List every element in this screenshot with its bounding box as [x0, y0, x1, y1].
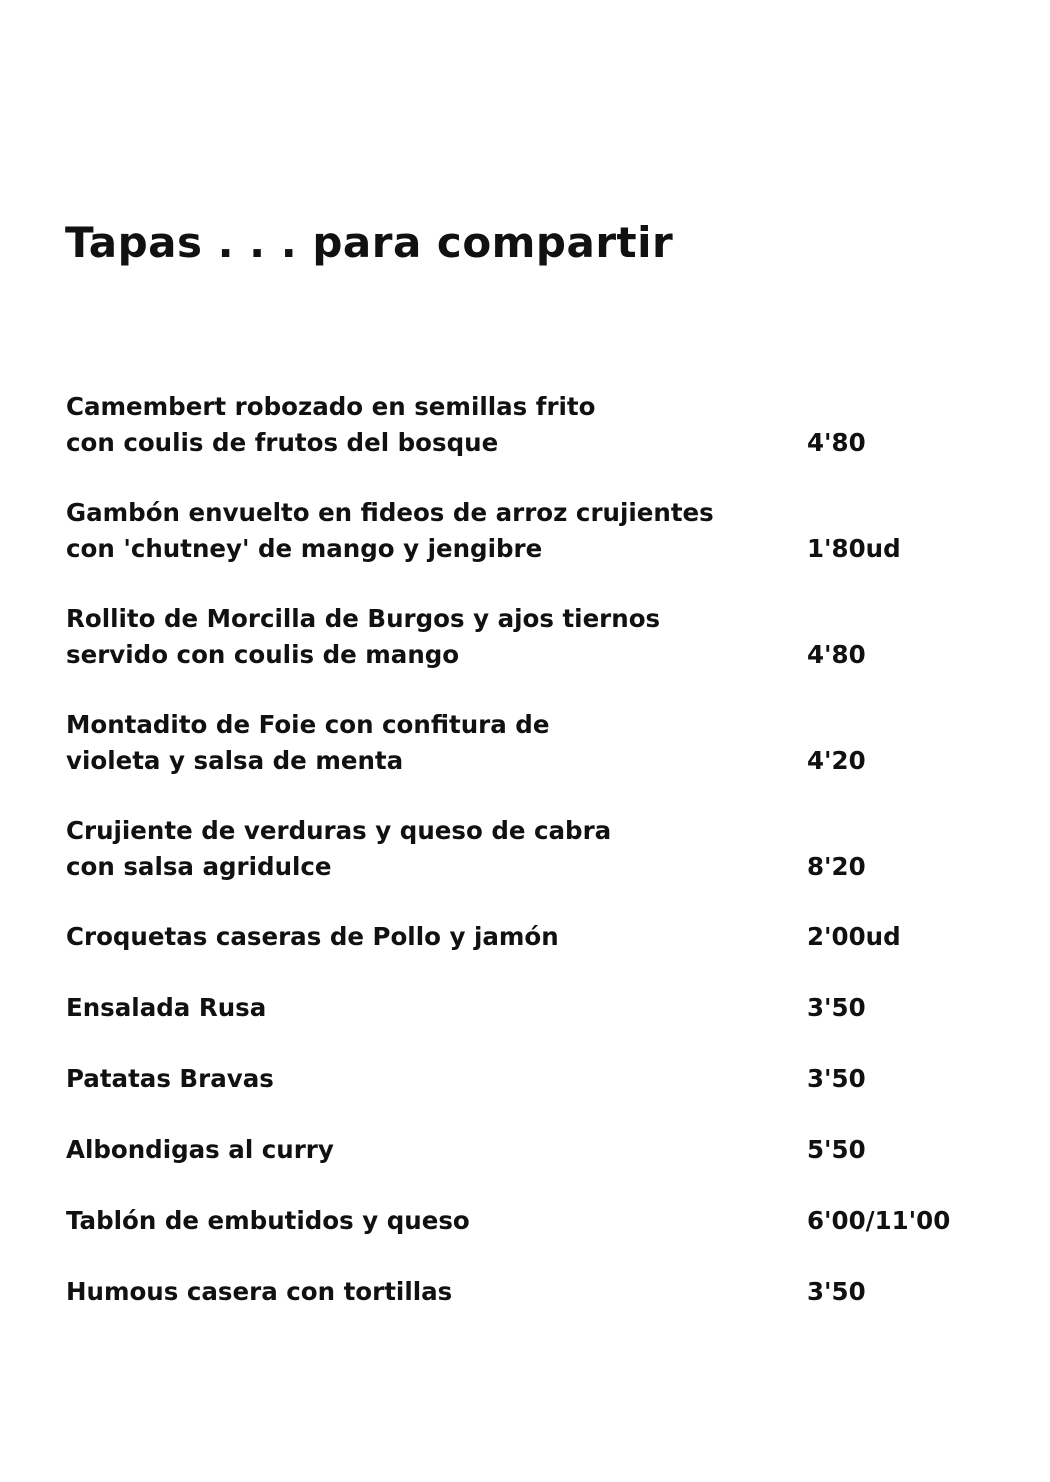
item-name-line: Tablón de embutidos y queso — [66, 1206, 470, 1235]
page-title: Tapas . . . para compartir — [65, 218, 674, 267]
item-name-line: Rollito de Morcilla de Burgos y ajos tiernos — [66, 604, 661, 633]
item-name-line: con coulis de frutos del bosque — [66, 428, 499, 457]
menu-item — [66, 707, 996, 779]
item-name-line: Patatas Bravas — [66, 1064, 274, 1093]
item-price: 8'20 — [807, 852, 866, 881]
item-name-line: Crujiente de verduras y queso de cabra — [66, 816, 612, 845]
item-name-line: Albondigas al curry — [66, 1135, 334, 1164]
item-name-line: con 'chutney' de mango y jengibre — [66, 534, 543, 563]
item-name-line: Croquetas caseras de Pollo y jamón — [66, 922, 559, 951]
item-price: 3'50 — [807, 1064, 866, 1093]
item-name-line: Humous casera con tortillas — [66, 1277, 453, 1306]
item-price: 4'80 — [807, 428, 866, 457]
item-price: 3'50 — [807, 993, 866, 1022]
item-name-line: servido con coulis de mango — [66, 640, 460, 669]
item-price: 5'50 — [807, 1135, 866, 1164]
item-name-line: con salsa agridulce — [66, 852, 332, 881]
item-name-line: Ensalada Rusa — [66, 993, 267, 1022]
item-price: 4'20 — [807, 746, 866, 775]
item-name-line: Gambón envuelto en fideos de arroz crujientes — [66, 498, 714, 527]
item-price: 4'80 — [807, 640, 866, 669]
item-price: 2'00ud — [807, 922, 901, 951]
item-price: 1'80ud — [807, 534, 901, 563]
item-price: 3'50 — [807, 1277, 866, 1306]
item-name-line: Montadito de Foie con confitura de — [66, 710, 550, 739]
menu-item — [66, 495, 996, 567]
menu-item — [66, 919, 996, 955]
menu-item — [66, 1132, 996, 1168]
menu-item — [66, 1203, 996, 1239]
menu-item — [66, 990, 996, 1026]
menu-item — [66, 389, 996, 461]
item-name-line: Camembert robozado en semillas frito — [66, 392, 596, 421]
menu-item — [66, 813, 996, 885]
item-name-line: violeta y salsa de menta — [66, 746, 404, 775]
menu-item — [66, 1274, 996, 1310]
menu-item — [66, 601, 996, 673]
menu-item — [66, 1061, 996, 1097]
item-price: 6'00/11'00 — [807, 1206, 951, 1235]
